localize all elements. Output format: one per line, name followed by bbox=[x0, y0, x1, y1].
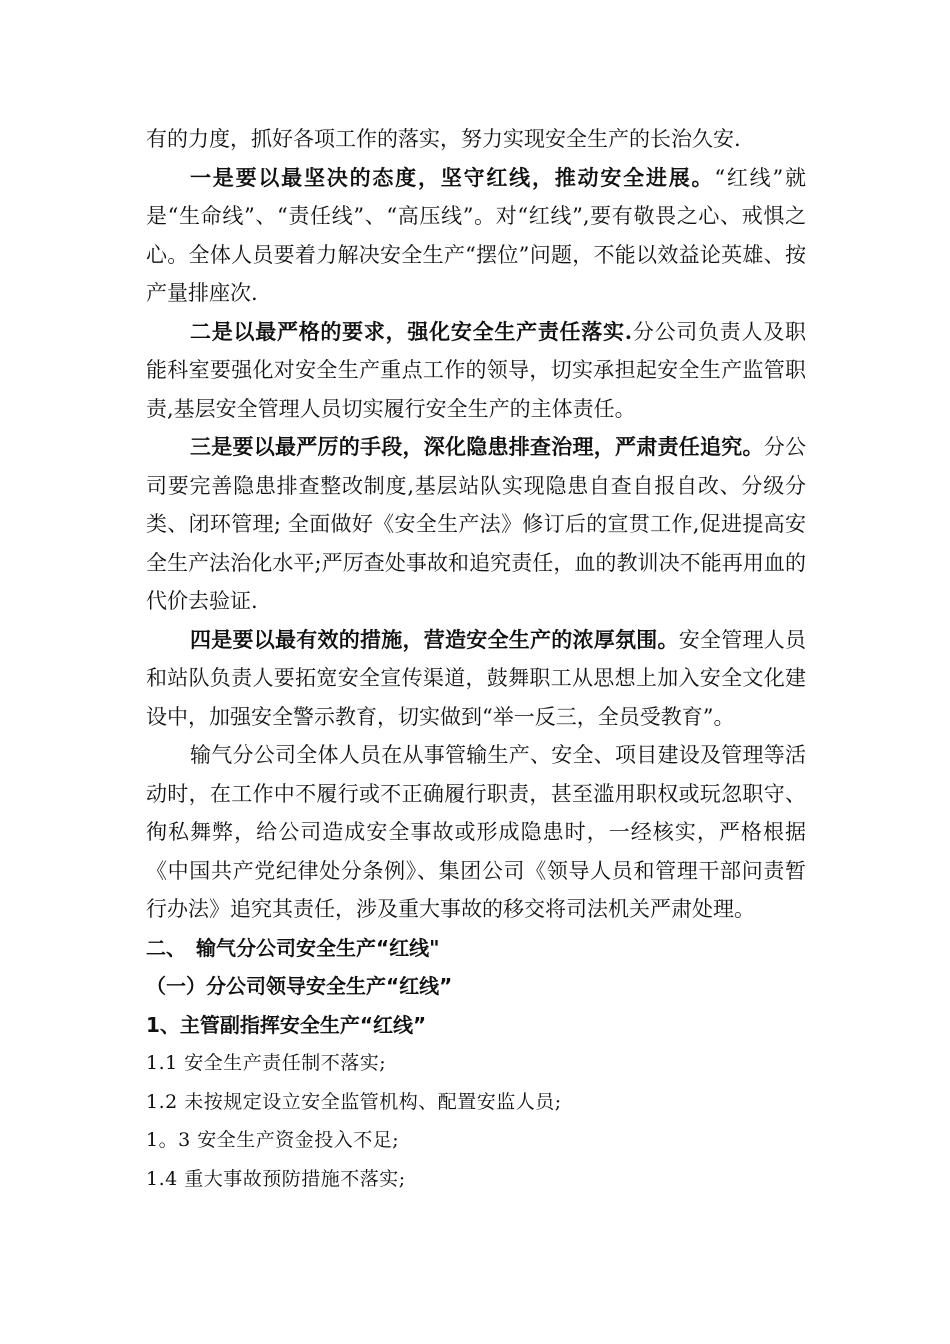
list-item: 1.4 重大事故预防措施不落实; bbox=[146, 1167, 406, 1190]
subsubsection-heading: 1、主管副指挥安全生产“红线” bbox=[146, 1012, 427, 1037]
paragraph-point-three bbox=[146, 428, 806, 621]
section-heading: 二、 输气分公司安全生产“红线" bbox=[146, 935, 440, 960]
paragraph-continuation: 有的力度，抓好各项工作的落实，努力实现安全生产的长治久安. bbox=[146, 127, 741, 151]
list-item: 1.2 未按规定设立安全监管机构、配置安监人员; bbox=[146, 1090, 562, 1113]
point-four-heading: 四是要以最有效的措施，营造安全生产的浓厚氛围。 bbox=[190, 626, 679, 652]
paragraph-accountability: 输气分公司全体人员在从事管输生产、安全、项目建设及管理等活动时，在工作中不履行或不正确履行职责，甚至滥用职权或玩忽职守、徇私舞弊，给公司造成安全事故或形成隐患时，一经核实，严格根据《中国共产党纪律处分条例》、集团公司《领导人员和管理干部问责暂行办法》追究其责任，涉及重大事故的移交将司法机关严肃处理。 bbox=[146, 743, 806, 921]
point-two-heading: 二是以最严格的要求，强化安全生产责任落实. bbox=[190, 318, 633, 344]
list-item: 1.1 安全生产责任制不落实; bbox=[146, 1052, 387, 1074]
point-four-text: 安全管理人员和站队负责人要拓宽安全宣传渠道，鼓舞职工从思想上加入安全文化建设中，加强安全警示教育，切实做到“举一反三，全员受教育”。 bbox=[146, 627, 806, 729]
paragraph-point-two bbox=[146, 313, 806, 429]
point-three-heading: 三是要以最严厉的手段，深化隐患排查治理，严肃责任追究。 bbox=[190, 434, 764, 459]
list-item: 1。3 安全生产资金投入不足; bbox=[146, 1129, 400, 1151]
paragraph-point-four bbox=[146, 621, 806, 737]
point-one-heading: 一是要以最坚决的态度，坚守红线，推动安全进展。 bbox=[190, 164, 715, 190]
subsection-heading: （一）分公司领导安全生产“红线” bbox=[146, 974, 453, 998]
point-three-text: 分公司要完善隐患排查整改制度,基层站队实现隐患自查自报自改、分级分类、闭环管理; 全面做好《安全生产法》修订后的宣贯工作,促进提高安全生产法治化水平;严厉查处事故和追究责任，血的教训决不能再用血的代价去验证. bbox=[146, 435, 806, 613]
point-one-text: “红线”就是“生命线”、“责任线”、“高压线”。对“红线”,要有敬畏之心、戒惧之心。全体人员要着力解决安全生产“摆位”问题，不能以效益论英雄、按产量排座次. bbox=[146, 165, 806, 305]
paragraph-point-one bbox=[146, 159, 806, 313]
document-body bbox=[146, 120, 806, 1198]
point-two-text: 分公司负责人及职能科室要强化对安全生产重点工作的领导，切实承担起安全生产监管职责,基层安全管理人员切实履行安全生产的主体责任。 bbox=[146, 319, 807, 421]
